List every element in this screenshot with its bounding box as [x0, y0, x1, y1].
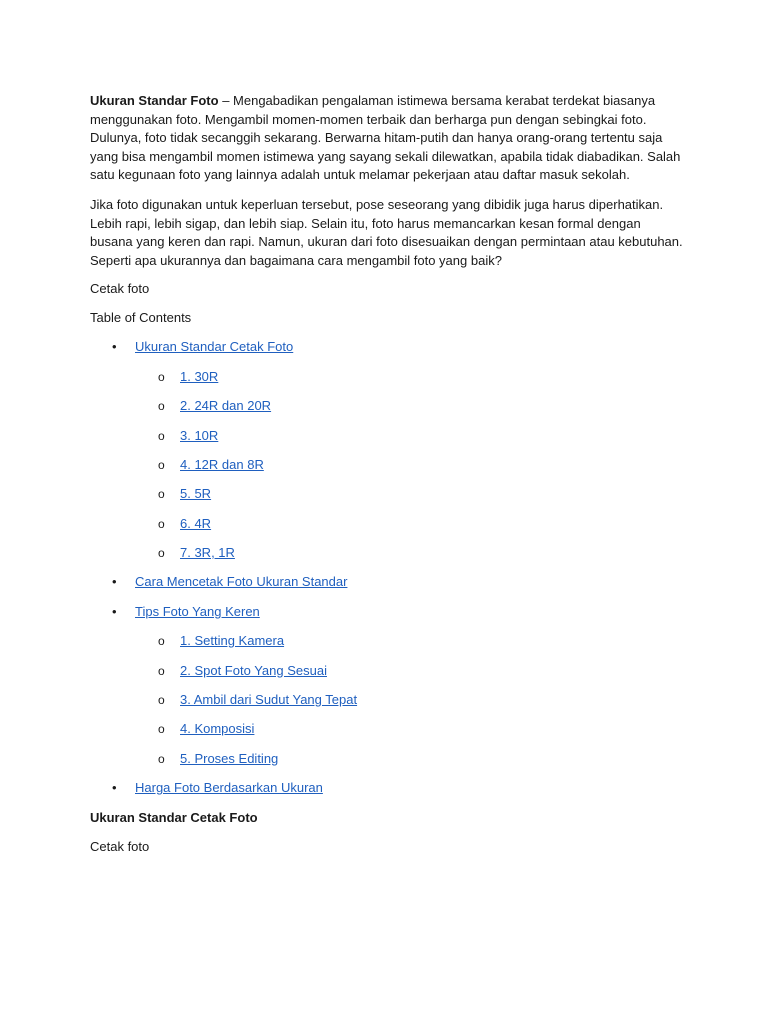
toc-item: [90, 573, 685, 602]
toc-item: [90, 456, 685, 485]
toc-item: [90, 720, 685, 749]
toc-item: [90, 368, 685, 397]
toc-item: [90, 691, 685, 720]
toc-link-4r[interactable]: 6. 4R: [180, 515, 212, 531]
toc-title: Table of Contents: [90, 310, 192, 326]
image-caption-2: Cetak foto: [90, 838, 150, 854]
circle-bullet-icon: o: [158, 546, 165, 561]
toc-item: [90, 750, 685, 779]
toc-link-cara-mencetak[interactable]: Cara Mencetak Foto Ukuran Standar: [135, 574, 348, 590]
image-caption: Cetak foto: [90, 281, 150, 297]
toc-link-setting-kamera[interactable]: 1. Setting Kamera: [180, 633, 285, 649]
toc-link-komposisi[interactable]: 4. Komposisi: [180, 721, 255, 737]
toc-link-10r[interactable]: 3. 10R: [180, 427, 219, 443]
intro-text: – Mengabadikan pengalaman istimewa bersama kerabat terdekat biasanya menggunakan foto. Mengambil momen-momen terbaik dan berharga pun dengan sebingkai foto. Dulunya, foto tidak secanggih sekarang. Berwarna hitam-putih dan hanya orang-orang tertentu saja yang bisa mengambil momen istimewa yang sayang sekali dilewatkan, apabila tidak diabadikan. Salah satu kegunaan foto yang lainnya adalah untuk melamar pekerjaan atau daftar masuk sekolah.: [90, 93, 681, 183]
bullet-icon: •: [112, 780, 117, 796]
toc-item: [90, 632, 685, 661]
circle-bullet-icon: o: [158, 693, 165, 708]
toc-link-ukuran-standar-cetak-foto[interactable]: Ukuran Standar Cetak Foto: [135, 339, 294, 355]
circle-bullet-icon: o: [158, 369, 165, 384]
toc-item: [90, 603, 685, 632]
toc-link-24r-20r[interactable]: 2. 24R dan 20R: [180, 398, 272, 414]
intro-paragraph: [90, 92, 685, 185]
section-heading: Ukuran Standar Cetak Foto: [90, 809, 258, 825]
toc-link-5r[interactable]: 5. 5R: [180, 486, 212, 502]
circle-bullet-icon: o: [158, 663, 165, 678]
second-paragraph: Jika foto digunakan untuk keperluan tersebut, pose seseorang yang dibidik juga harus diperhatikan. Lebih rapi, lebih sigap, dan lebih siap. Selain itu, foto harus memancarkan kesan formal dengan busana yang keren dan rapi. Namun, ukuran dari foto disesuaikan dengan permintaan atau kebutuhan. Seperti apa ukurannya dan bagaimana cara mengambil foto yang baik?: [90, 196, 683, 268]
toc-link-12r-8r[interactable]: 4. 12R dan 8R: [180, 456, 264, 472]
toc-item: [90, 397, 685, 426]
toc-item: [90, 779, 685, 808]
toc-link-spot-foto[interactable]: 2. Spot Foto Yang Sesuai: [180, 662, 327, 678]
toc-item: [90, 544, 685, 573]
circle-bullet-icon: o: [158, 399, 165, 414]
toc-link-30r[interactable]: 1. 30R: [180, 368, 219, 384]
toc-item: [90, 338, 685, 367]
toc-item: [90, 662, 685, 691]
circle-bullet-icon: o: [158, 751, 165, 766]
toc-item: [90, 515, 685, 544]
circle-bullet-icon: o: [158, 487, 165, 502]
bullet-icon: •: [112, 339, 117, 355]
toc-link-proses-editing[interactable]: 5. Proses Editing: [180, 750, 279, 766]
circle-bullet-icon: o: [158, 428, 165, 443]
toc-link-sudut[interactable]: 3. Ambil dari Sudut Yang Tepat: [180, 692, 358, 708]
intro-bold-lead: Ukuran Standar Foto: [90, 93, 219, 108]
document-body: [90, 92, 685, 856]
toc-link-tips-foto[interactable]: Tips Foto Yang Keren: [135, 603, 260, 619]
table-of-contents: [90, 338, 685, 808]
bullet-icon: •: [112, 603, 117, 619]
circle-bullet-icon: o: [158, 722, 165, 737]
toc-link-3r-1r[interactable]: 7. 3R, 1R: [180, 545, 235, 561]
circle-bullet-icon: o: [158, 516, 165, 531]
toc-link-harga-foto[interactable]: Harga Foto Berdasarkan Ukuran: [135, 780, 323, 796]
toc-item: [90, 427, 685, 456]
circle-bullet-icon: o: [158, 634, 165, 649]
bullet-icon: •: [112, 574, 117, 590]
circle-bullet-icon: o: [158, 457, 165, 472]
toc-item: [90, 485, 685, 514]
